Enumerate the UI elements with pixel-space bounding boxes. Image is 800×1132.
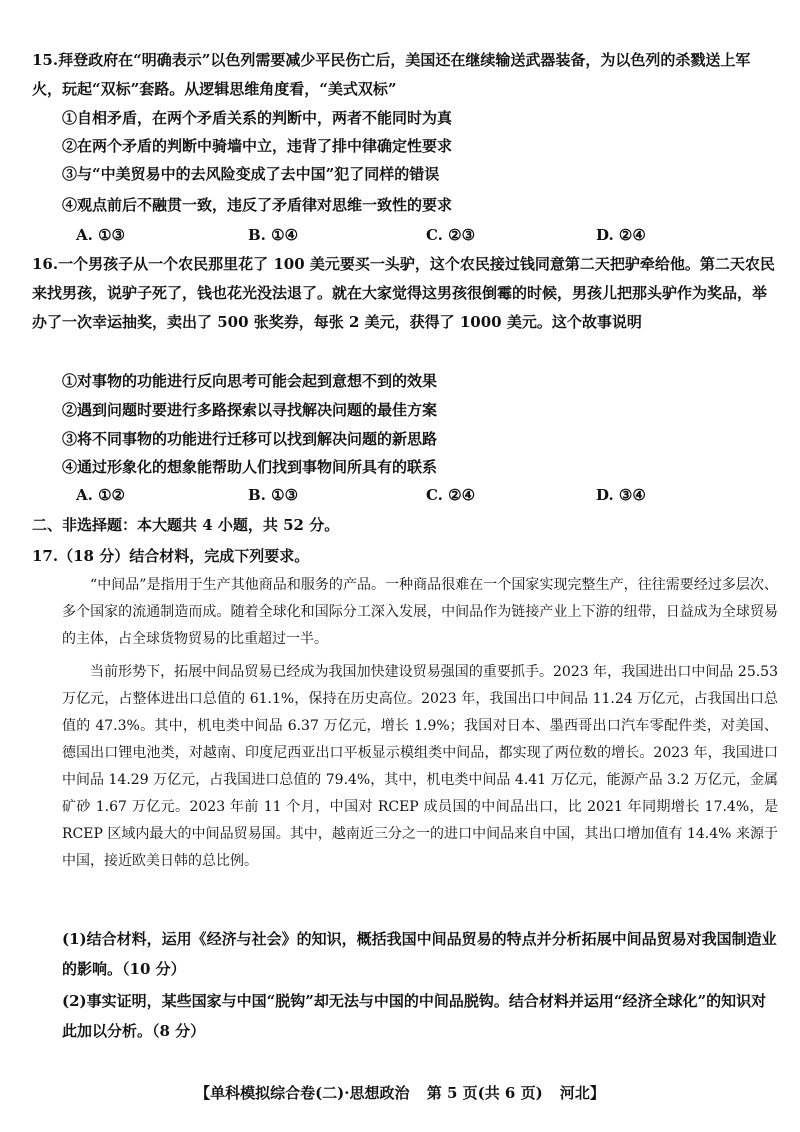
choice-b: B. ①④ (248, 226, 299, 244)
question-16-stem: 16.一个男孩子从一个农民那里花了 100 美元要买一头驴，这个农民接过钱同意第二天把驴牵给他。第二天农民来找男孩，说驴子死了，钱也花光没法退了。就在大家觉得这男孩很倒霉的时候，男孩儿把那头驴作为奖品，举办了一次幸运抽奖，卖出了 500 张奖券，每张 2 美元，获得了 1000 美元。这个故事说明 (32, 255, 775, 331)
question-15-option-2: ②在两个矛盾的判断中骑墙中立，违背了排中律确定性要求 (62, 137, 453, 155)
question-16-option-2: ②遇到问题时要进行多路探索以寻找解决问题的最佳方案 (62, 401, 438, 419)
question-17-stem: 17.（18 分）结合材料，完成下列要求。 (32, 547, 310, 565)
choice-a: A. ①② (76, 486, 125, 504)
question-16-option-4: ④通过形象化的想象能帮助人们找到事物间所具有的联系 (62, 458, 438, 476)
question-16-option-3: ③将不同事物的功能进行迁移可以找到解决问题的新思路 (62, 430, 438, 448)
section-heading: 二、非选择题：本大题共 4 小题，共 52 分。 (32, 516, 340, 534)
question-15-stem: 15.拜登政府在“明确表示”以色列需要减少平民伤亡后，美国还在继续输送武器装备，为以色列的杀戮送上军火，玩起“双标”套路。从逻辑思维角度看，“美式双标” (32, 51, 751, 98)
sub-question-1: (1)结合材料，运用《经济与社会》的知识，概括我国中间品贸易的特点并分析拓展中间品贸易对我国制造业的影响。（10 分） (62, 930, 777, 978)
choice-d: D. ③④ (596, 486, 646, 504)
footer-region: 河北】 (559, 1084, 605, 1102)
choice-c: C. ②④ (426, 486, 476, 504)
page-footer (0, 1082, 800, 1103)
question-15-option-1: ①自相矛盾，在两个矛盾关系的判断中，两者不能同时为真 (62, 109, 453, 127)
material-paragraph-1: “中间品”是指用于生产其他商品和服务的产品。一种商品很难在一个国家实现完整生产，往往需要经过多层次、多个国家的流通制造而成。随着全球化和国际分工深入发展，中间品作为链接产业上下游的纽带，日益成为全球贸易的主体，占全球货物贸易的比重超过一半。 (62, 577, 778, 647)
choice-c: C. ②③ (426, 226, 476, 244)
choice-a: A. ①③ (76, 226, 125, 244)
question-16-choices (76, 486, 776, 510)
question-15-option-3: ③与“中美贸易中的去风险变成了去中国”犯了同样的错误 (62, 165, 440, 183)
question-16-option-1: ①对事物的功能进行反向思考可能会起到意想不到的效果 (62, 372, 438, 390)
choice-d: D. ②④ (596, 226, 646, 244)
question-15-choices (76, 226, 776, 250)
footer-exam-title: 【单科模拟综合卷(二)·思想政治 (195, 1084, 410, 1102)
question-15-option-4: ④观点前后不融贯一致，违反了矛盾律对思维一致性的要求 (62, 196, 453, 214)
footer-page-number: 第 5 页(共 6 页) (426, 1084, 543, 1102)
sub-question-2: (2)事实证明，某些国家与中国“脱钩”却无法与中国的中间品脱钩。结合材料并运用“经济全球化”的知识对此加以分析。（8 分） (62, 992, 767, 1040)
choice-b: B. ①③ (248, 486, 299, 504)
material-paragraph-2: 当前形势下，拓展中间品贸易已经成为我国加快建设贸易强国的重要抓手。2023 年，我国进出口中间品 25.53 万亿元，占整体进出口总值的 61.1%，保持在历史高位。2023 年，我国出口中间品 11.24 万亿元，占我国出口总值的 47.3%。其中，机电类中间品 6.37 万亿元，增长 1.9%；我国对日本、墨西哥出口汽车零配件类，对美国、德国出口锂电池类，对越南、印度尼西亚出口平板显示模组类中间品，都实现了两位数的增长。2023 年，我国进口中间品 14.29 万亿元，占我国进口总值的 79.4%，其中，机电类中间品 4.41 万亿元，能源产品 3.2 万亿元，金属矿砂 1.67 万亿元。2023 年前 11 个月，中国对 RCEP 成员国的中间品出口，比 2021 年同期增长 17.4%，是 RCEP 区域内最大的中间品贸易国。其中，越南近三分之一的进口中间品来自中国，其出口增加值有 14.4% 来源于中国，接近欧美日韩的总比例。 (62, 664, 778, 869)
